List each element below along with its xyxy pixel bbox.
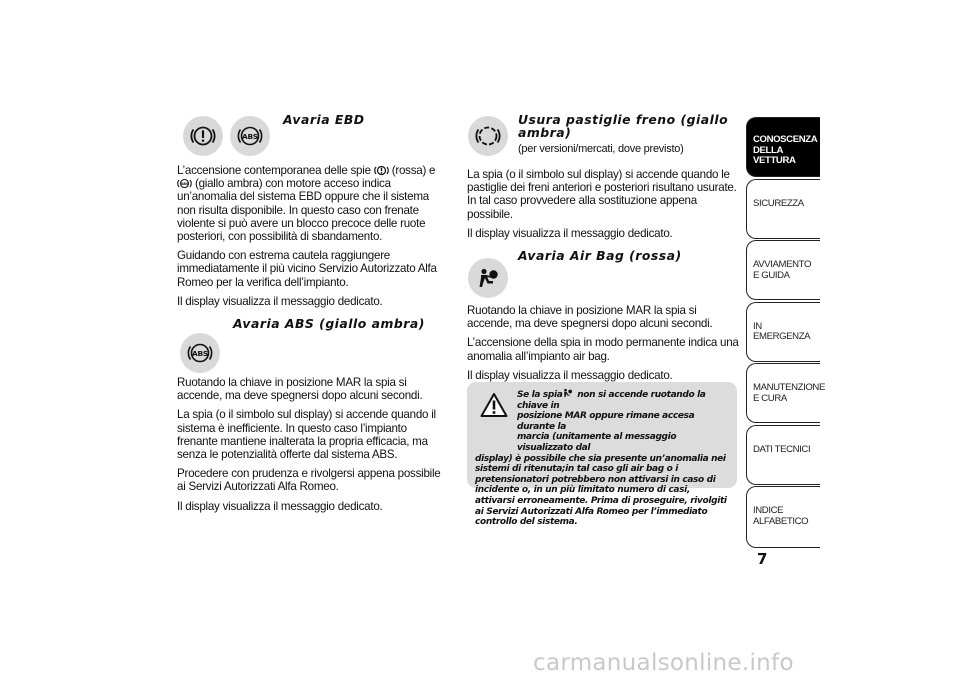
tab-in-emergenza[interactable]: IN EMERGENZA (746, 302, 820, 362)
airbag-section-header (467, 250, 739, 304)
abs-paragraph-4: Il display visualizza il messaggio dedicato. (177, 499, 383, 513)
tab-indice-alfabetico[interactable]: INDICE ALFABETICO (746, 486, 820, 548)
abs-paragraph-3: Procedere con prudenza e rivolgersi appena possibile ai Servizi Autorizzati Alfa Romeo. (177, 467, 441, 494)
abs-section-header (177, 316, 449, 376)
abs-paragraph-1: Ruotando la chiave in posizione MAR la spia si accende, ma deve spegnersi dopo alcuni secondi. (177, 376, 423, 403)
abs-paragraph-2: La spia (o il simbolo sul display) si accende quando il sistema è inefficiente. In questo caso l’impianto frenante mantiene inalterata la propria efficacia, ma senza le potenzialità offerte dal sistema ABS. (177, 408, 436, 462)
brake-warning-icon (374, 164, 389, 177)
abs-icon-label: ABS (192, 348, 208, 358)
airbag-paragraph-2: L’accensione della spia in modo permanente indica una anomalia all’impianto air bag. (467, 336, 739, 363)
pads-title: Usura pastiglie freno (giallo ambra) (518, 112, 729, 140)
brake-warning-icon (183, 116, 223, 156)
watermark: carmanualsonline.info (533, 650, 794, 676)
tab-sicurezza[interactable]: SICUREZZA (746, 179, 820, 239)
airbag-paragraph-1: Ruotando la chiave in posizione MAR la spia si accende, ma deve spegnersi dopo alcuni secondi. (467, 304, 713, 331)
tab-manutenzione-e-cura[interactable]: MANUTENZIONE E CURA (746, 363, 820, 423)
airbag-paragraph-3: Il display visualizza il messaggio dedicato. (467, 368, 673, 382)
chapter-tabs (746, 117, 825, 550)
pads-section-header (467, 108, 739, 168)
ebd-paragraph-2: Guidando con estrema cautela raggiungere immediatamente il più vicino Servizio Autorizzato Alfa Romeo per la verifica dell’impianto. (177, 249, 437, 289)
note-line-1 (475, 388, 729, 411)
ebd-p1-part-b: (rossa) e (388, 164, 436, 177)
abs-title: Avaria ABS (giallo ambra) (233, 316, 425, 332)
pads-subtitle: (per versioni/mercati, dove previsto) (518, 143, 684, 155)
tab-conoscenza-della-vettura[interactable]: CONOSCENZA DELLA VETTURA (746, 117, 820, 177)
airbag-title: Avaria Air Bag (rossa) (518, 248, 682, 264)
right-column (467, 108, 739, 388)
airbag-warning-note (467, 382, 737, 528)
ebd-p1-part-a: L’accensione contemporanea delle spie (177, 164, 374, 177)
warning-triangle-icon (480, 392, 508, 418)
airbag-icon (562, 388, 574, 398)
abs-inline-label: ABS (180, 182, 189, 187)
note-line-3: marcia (unitamente al messaggio visualizzato dal (517, 432, 677, 453)
note-line-1-a: Se la spia (517, 390, 563, 400)
pads-paragraph-2: Il display visualizza il messaggio dedicato. (467, 226, 673, 240)
airbag-icon (468, 258, 508, 298)
note-line-1-b: non si accende ruotando la chiave in (517, 390, 706, 411)
abs-icon (180, 333, 220, 373)
brake-pad-wear-icon (468, 116, 508, 156)
left-column (177, 108, 449, 519)
note-line-2: posizione MAR oppure rimane accesa durante la (517, 411, 695, 432)
abs-icon (177, 177, 192, 190)
ebd-paragraph-1 (177, 164, 449, 243)
tab-dati-tecnici[interactable]: DATI TECNICI (746, 425, 820, 485)
note-body: display) è possibile che sia presente un’anomalia nei sistemi di ritenuta;in tal caso gli air bag o i pretensionatori potrebbero non attivarsi in caso di incidente o, in un più limitato numero di casi, attivarsi erroneamente. Prima di proseguire, rivolgiti ai Servizi Autorizzati Alfa Romeo per l’immediato controllo del sistema. (475, 453, 727, 528)
ebd-title: Avaria EBD (283, 112, 365, 127)
tab-avviamento-e-guida[interactable]: AVVIAMENTO E GUIDA (746, 240, 820, 300)
abs-icon-label: ABS (242, 131, 258, 141)
ebd-paragraph-3: Il display visualizza il messaggio dedicato. (177, 294, 383, 308)
page-number: 7 (757, 550, 768, 568)
pads-paragraph-1: La spia (o il simbolo sul display) si accende quando le pastiglie dei freni anteriori e posteriori risultano usurate. In tal caso provvedere alla sostituzione appena possibile. (467, 168, 737, 221)
ebd-p1-part-c: (giallo ambra) con motore acceso indica un’anomalia del sistema EBD oppure che il sistema non risulta disponibile. In questo caso con frenate violente si può avere un blocco precoce delle ruote posteriori, con possibilità di sbandamento. (177, 177, 429, 244)
ebd-section-header (177, 108, 449, 164)
abs-icon (230, 116, 270, 156)
